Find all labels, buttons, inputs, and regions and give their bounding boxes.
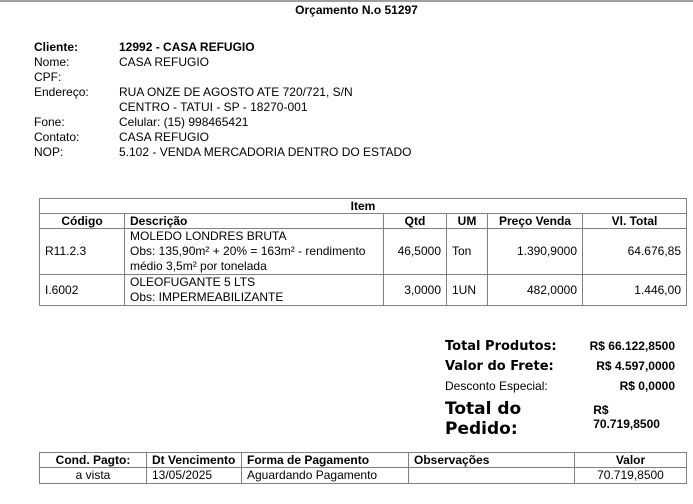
item-description: OLEOFUGANTE 5 LTS [130, 275, 256, 289]
col-forma: Forma de Pagamento [242, 453, 409, 468]
field-value: RUA ONZE DE AGOSTO ATE 720/721, S/N [119, 85, 353, 99]
cell-qtd: 3,0000 [384, 275, 447, 306]
field-label: NOP: [34, 145, 64, 159]
cell-descricao [125, 229, 384, 275]
total-value: R$ 70.719,8500 [593, 403, 660, 431]
field-value: 5.102 - VENDA MERCADORIA DENTRO DO ESTADO [119, 145, 412, 159]
col-codigo: Código [40, 214, 125, 229]
total-value: R$ 0,0000 [619, 379, 675, 393]
cell-qtd: 46,5000 [384, 229, 447, 275]
items-caption: Item [40, 199, 687, 214]
totals-summary [445, 339, 675, 439]
client-info [34, 40, 412, 160]
valor-frete [445, 359, 675, 379]
field-value: CENTRO - TATUI - SP - 18270-001 [119, 100, 308, 114]
total-label: Valor do Frete: [445, 359, 554, 374]
field-label [34, 100, 119, 115]
cpf-row [34, 70, 412, 85]
cell-preco: 482,0000 [488, 275, 583, 306]
field-value: CASA REFUGIO [119, 130, 210, 144]
col-descricao: Descrição [125, 214, 384, 229]
cell-valor: 70.719,8500 [575, 468, 687, 484]
col-observacoes: Observações [409, 453, 575, 468]
table-row [40, 229, 687, 275]
cell-total: 64.676,85 [583, 229, 687, 275]
phone-row [34, 115, 412, 130]
cell-vencimento: 13/05/2025 [147, 468, 242, 484]
cell-observacoes [409, 468, 575, 484]
page-title: Orçamento N.o 51297 [295, 3, 418, 17]
field-label: Fone: [34, 115, 65, 129]
col-total: Vl. Total [583, 214, 687, 229]
col-um: UM [447, 214, 488, 229]
cell-forma: Aguardando Pagamento [242, 468, 409, 484]
items-header-row [40, 214, 687, 229]
cell-codigo: I.6002 [40, 275, 125, 306]
total-label: Desconto Especial: [445, 379, 548, 393]
total-label: Total Produtos: [445, 339, 557, 354]
col-cond: Cond. Pagto: [40, 453, 147, 468]
items-table [39, 198, 687, 306]
item-obs: Obs: 135,90m² + 20% = 163m² - rendimento [130, 244, 366, 258]
top-divider [0, 0, 693, 2]
contact-row [34, 130, 412, 145]
address-row [34, 85, 412, 100]
field-value: 12992 - CASA REFUGIO [119, 40, 255, 54]
cell-um: Ton [447, 229, 488, 275]
col-vencimento: Dt Vencimento [147, 453, 242, 468]
field-label: CPF: [34, 70, 62, 84]
col-valor: Valor [575, 453, 687, 468]
name-row [34, 55, 412, 70]
cell-codigo: R11.2.3 [40, 229, 125, 275]
cell-descricao [125, 275, 384, 306]
table-row [40, 468, 687, 484]
field-label: Nome: [34, 55, 70, 69]
field-label: Endereço: [34, 85, 89, 99]
total-pedido [445, 399, 675, 439]
item-obs: Obs: IMPERMEABILIZANTE [130, 290, 284, 304]
total-produtos [445, 339, 675, 359]
field-label: Contato: [34, 130, 80, 144]
cell-um: 1UN [447, 275, 488, 306]
cell-total: 1.446,00 [583, 275, 687, 306]
address-row-2 [34, 100, 412, 115]
cell-preco: 1.390,9000 [488, 229, 583, 275]
payment-header-row [40, 453, 687, 468]
col-qtd: Qtd [384, 214, 447, 229]
total-label: Total do Pedido: [445, 399, 522, 439]
desconto-especial [445, 379, 675, 399]
field-label: Cliente: [34, 40, 79, 54]
total-value: R$ 4.597,0000 [596, 359, 675, 373]
col-preco: Preço Venda [488, 214, 583, 229]
nop-row [34, 145, 412, 160]
cell-cond: a vista [40, 468, 147, 484]
field-value: Celular: (15) 998465421 [119, 115, 249, 129]
payment-table [39, 452, 687, 484]
item-description: MOLEDO LONDRES BRUTA [130, 229, 287, 243]
table-row [40, 275, 687, 306]
total-value: R$ 66.122,8500 [589, 339, 675, 353]
field-value: CASA REFUGIO [119, 55, 210, 69]
client-row [34, 40, 412, 55]
item-obs: médio 3,5m² por tonelada [130, 259, 267, 273]
